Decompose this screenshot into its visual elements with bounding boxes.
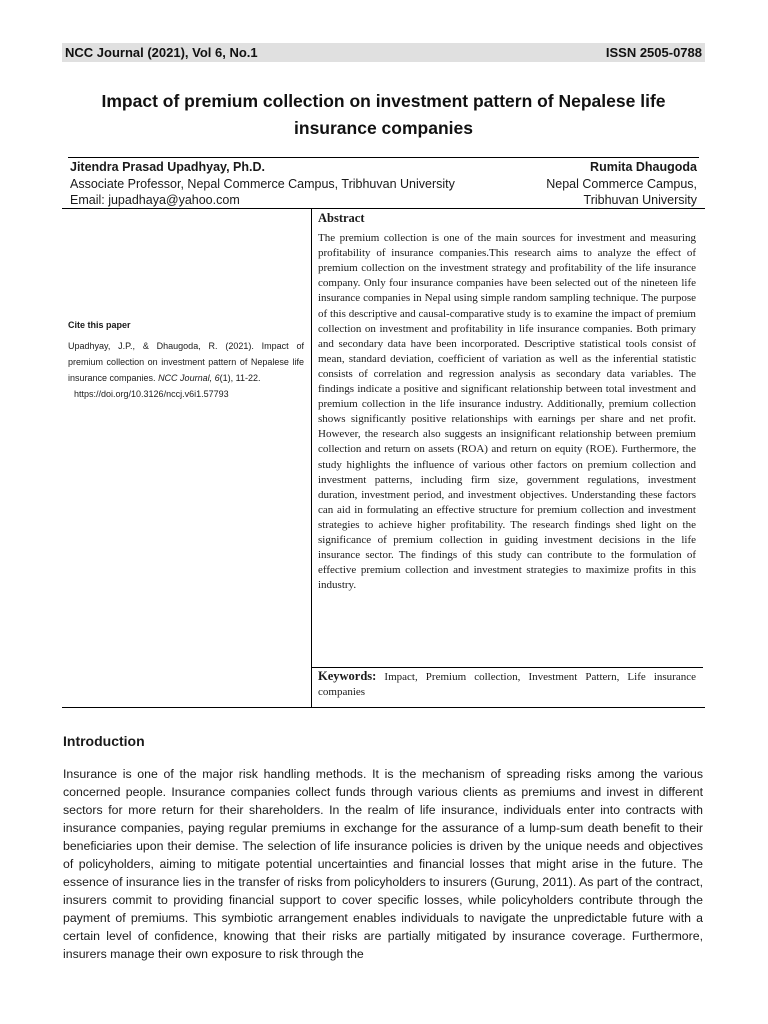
keywords-top-rule bbox=[312, 667, 703, 668]
author-2-affiliation-1: Nepal Commerce Campus, bbox=[546, 176, 697, 191]
cite-issue-pages: (1), 11-22. bbox=[219, 373, 261, 383]
cite-text bbox=[68, 338, 304, 386]
introduction-text: Insurance is one of the major risk handling methods. It is the mechanism of spreading risks among the various concerned people. Insurance companies collect funds through various clients as premiums and invest in different sectors for more return for their shareholders. In the realm of life insurance, individuals enter into contracts with insurance companies, paying regular premiums in exchange for the assurance of a lump-sum death benefit to their beneficiaries upon their demise. The selection of life insurance policies is driven by the unique needs and objectives of policyholders, aiming to mitigate potential uncertainties and financial losses that might arise in the future. The essence of insurance lies in the transfer of risks from policyholders to insurers (Gurung, 2011). As part of the contract, insurers commit to providing financial support to cover specific losses, while policyholders contribute through the payment of premiums. This symbiotic arrangement enables individuals to navigate the unpredictable future with a certain level of confidence, knowing that their risks are partially mitigated by insurance coverage. Furthermore, insurers manage their own exposure to risk through the bbox=[63, 767, 703, 961]
cite-volume: 6 bbox=[214, 373, 220, 383]
keywords-text: Impact, Premium collection, Investment Pattern, Life insurance companies bbox=[318, 671, 696, 698]
author-2-affiliation-2: Tribhuvan University bbox=[583, 193, 697, 207]
cite-reference: Upadhyay, J.P., & Dhaugoda, R. (2021). Impact of premium collection on investment pattern of Nepalese life insurance companies. bbox=[68, 341, 304, 383]
cite-heading: Cite this paper bbox=[68, 320, 131, 330]
author-1-name: Jitendra Prasad Upadhyay, Ph.D. bbox=[70, 160, 265, 174]
doi-link[interactable]: https://doi.org/10.3126/nccj.v6i1.57793 bbox=[74, 389, 229, 399]
column-divider bbox=[311, 208, 312, 708]
author-2 bbox=[546, 159, 697, 209]
journal-header-bar bbox=[62, 43, 705, 62]
abstract-section bbox=[318, 211, 696, 593]
journal-citation: NCC Journal (2021), Vol 6, No.1 bbox=[65, 45, 258, 60]
author-1-email[interactable]: Email: jupadhaya@yahoo.com bbox=[70, 193, 240, 207]
abstract-top-rule bbox=[62, 208, 705, 209]
abstract-heading: Abstract bbox=[318, 211, 365, 225]
introduction-heading: Introduction bbox=[63, 733, 145, 749]
keywords-section bbox=[318, 669, 696, 700]
authors-top-rule bbox=[68, 157, 699, 158]
abstract-bottom-rule bbox=[62, 707, 705, 708]
author-1-affiliation: Associate Professor, Nepal Commerce Campus, Tribhuvan University bbox=[70, 176, 455, 191]
author-1 bbox=[70, 159, 455, 209]
author-2-name: Rumita Dhaugoda bbox=[590, 160, 697, 174]
issn: ISSN 2505-0788 bbox=[605, 45, 702, 60]
paper-title: Impact of premium collection on investment pattern of Nepalese life insurance companies bbox=[101, 91, 666, 138]
keywords-label: Keywords: bbox=[318, 669, 377, 683]
abstract-text: The premium collection is one of the main sources for investment and measuring profitability of insurance companies.This research aims to analyze the effect of premium collection on the investment strategy and profitability of the life insurance company. Only four insurance companies have been selected out of the nineteen life insurance companies in Nepal using simple random sampling technique. The purpose of this descriptive and causal-comparative study is to examine the impact of premium collection on investment and profitability in life insurance companies. Both primary and secondary data have been incorporated. Descriptive statistical tools consist of mean, standard deviation, coefficient of variation as well as the inferential statistic consists of correlation and regression analysis as secondary data variables. The findings indicate a positive and significant relationship between total investment and premium collection in the life insurance industry. Additionally, premium collection shows significantly positive relationships with earnings per share and net profit. However, the research also suggests an insignificant relationship between premium collection and return on assets (ROA) and return on equity (ROE). Furthermore, the study highlights the influence of various other factors on premium collection and investment patterns, including firm size, government regulations, investment duration, investment period, and investment objectives. Understanding these factors can aid in formulating an effective structure for premium collection and investment strategies to achieve higher profitability. The research findings shed light on the significance of premium collection in guiding investment decisions in the life insurance sector. The findings of this study can contribute to the formulation of effective premium collection and investment strategies to maximize profits in this industry. bbox=[318, 232, 696, 592]
cite-block bbox=[68, 317, 304, 402]
cite-journal: NCC Journal, bbox=[158, 373, 213, 383]
